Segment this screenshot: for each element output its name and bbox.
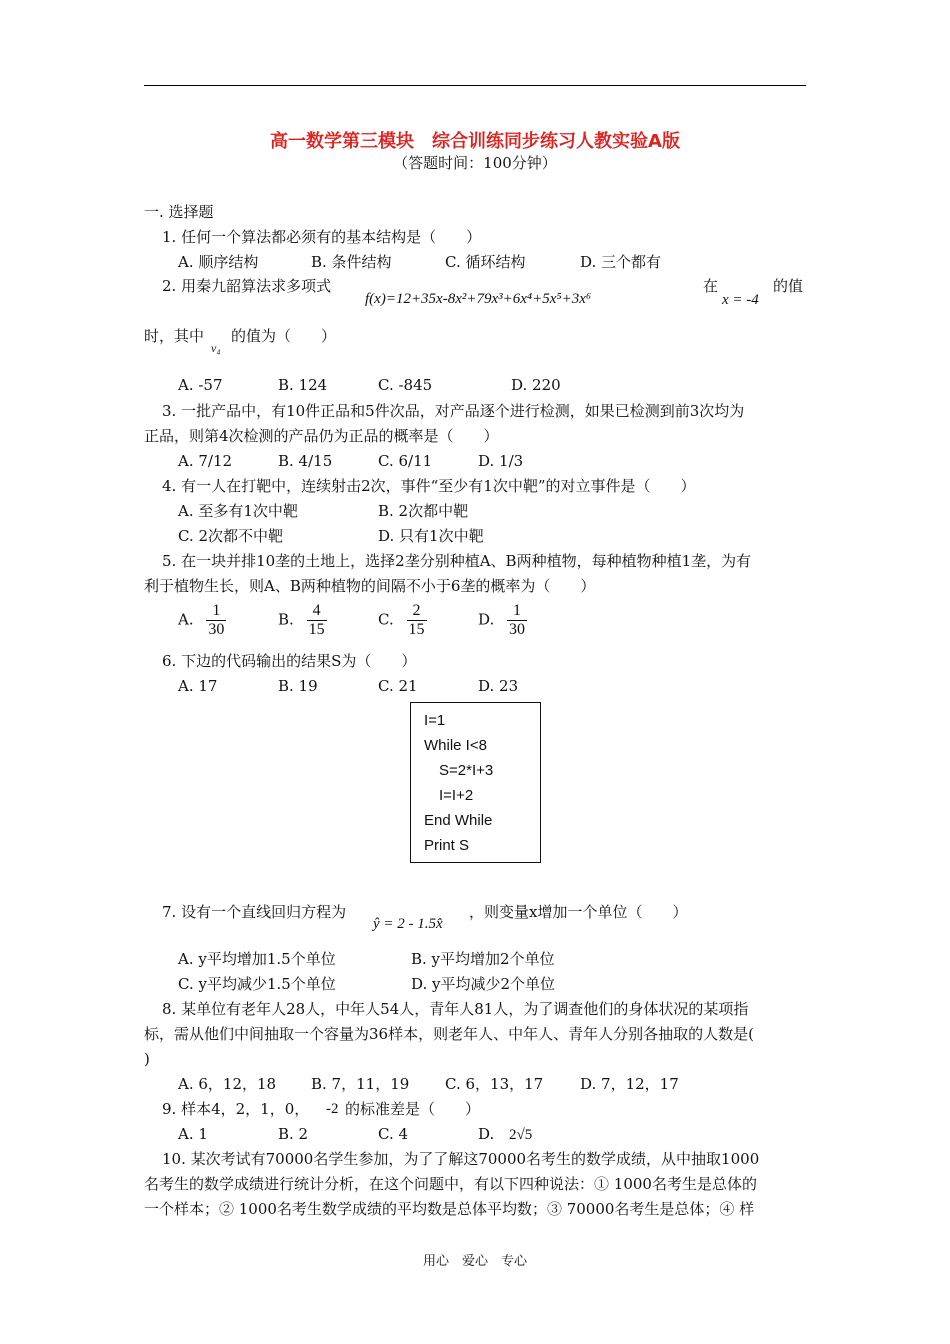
q2-v4: v₄ bbox=[211, 341, 221, 355]
q5-line2: 利于植物生长，则A、B两种植物的间隔不小于6垄的概率为（ ） bbox=[144, 577, 596, 595]
q8-option-a: A. 6，12，18 bbox=[178, 1075, 277, 1093]
q6-option-d: D. 23 bbox=[478, 677, 519, 695]
q3-line2: 正品，则第4次检测的产品仍为正品的概率是（ ） bbox=[144, 427, 499, 445]
q5-b-label: B. bbox=[278, 610, 294, 629]
q5-d-num: 1 bbox=[513, 602, 522, 619]
q5-b-num: 4 bbox=[312, 602, 321, 619]
q2-option-c: C. -845 bbox=[378, 376, 433, 394]
q3-line1: 3. 一批产品中，有10件正品和5件次品，对产品逐个进行检测，如果已检测到前3次均为 bbox=[162, 402, 745, 420]
q5-option-b bbox=[278, 602, 327, 639]
q2-option-b: B. 124 bbox=[278, 376, 328, 394]
q5-option-d bbox=[478, 602, 527, 639]
code-line-5: End While bbox=[424, 812, 493, 829]
q5-b-fraction bbox=[307, 602, 327, 639]
q6-option-c: C. 21 bbox=[378, 677, 418, 695]
page-title: 高一数学第三模块 综合训练同步练习人教实验A版 bbox=[270, 131, 680, 152]
q7-stem-end: ，则变量x增加一个单位（ ） bbox=[469, 903, 688, 921]
q2-condition: x = -4 bbox=[722, 292, 759, 308]
q2-mid: 在 bbox=[703, 277, 719, 295]
q5-d-den: 30 bbox=[509, 621, 526, 638]
q4-stem: 4. 有一人在打靶中，连续射击2次，事件“至少有1次中靶”的对立事件是（ ） bbox=[162, 477, 696, 495]
q7-option-a: A. y平均增加1.5个单位 bbox=[178, 950, 336, 968]
q1-option-a: A. 顺序结构 bbox=[178, 253, 259, 271]
q2-option-a: A. -57 bbox=[178, 376, 223, 394]
q3-option-d: D. 1/3 bbox=[478, 452, 524, 470]
q5-d-fraction bbox=[507, 602, 527, 639]
q3-option-a: A. 7/12 bbox=[178, 452, 233, 470]
q4-option-c: C. 2次都不中靶 bbox=[178, 527, 284, 545]
q2-stem-end: 的值 bbox=[773, 277, 804, 295]
q8-line2: 标，需从他们中间抽取一个容量为36样本，则老年人、中年人、青年人分别各抽取的人数是( bbox=[144, 1025, 754, 1043]
q1-stem: 1. 任何一个算法都必须有的基本结构是（ ） bbox=[162, 228, 482, 246]
q1-option-b: B. 条件结构 bbox=[311, 253, 392, 271]
q9-option-c: C. 4 bbox=[378, 1125, 409, 1143]
q5-a-label: A. bbox=[178, 610, 194, 629]
q2-line2-start: 时，其中 bbox=[144, 327, 205, 345]
q5-c-den: 15 bbox=[408, 621, 425, 638]
q2-polynomial: f(x)=12+35x-8x²+79x³+6x⁴+5x⁵+3x⁶ bbox=[365, 291, 592, 307]
q6-stem: 6. 下边的代码输出的结果S为（ ） bbox=[162, 652, 417, 670]
q9-option-a: A. 1 bbox=[178, 1125, 208, 1143]
q1-option-c: C. 循环结构 bbox=[445, 253, 526, 271]
q1-option-d: D. 三个都有 bbox=[580, 253, 662, 271]
q8-option-b: B. 7，11，19 bbox=[311, 1075, 410, 1093]
q7-option-d: D. y平均减少2个单位 bbox=[411, 975, 556, 993]
q2-line2-end: 的值为（ ） bbox=[231, 327, 337, 345]
q9-d-value: 2√5 bbox=[509, 1127, 533, 1143]
q10-line1: 10. 某次考试有70000名学生参加，为了了解这70000名考生的数学成绩，从中抽取1000 bbox=[162, 1150, 760, 1168]
q9-d-label: D. bbox=[478, 1125, 495, 1143]
q8-line3: ) bbox=[144, 1050, 150, 1068]
q9-option-b: B. 2 bbox=[278, 1125, 309, 1143]
q5-option-c bbox=[378, 602, 427, 639]
q5-d-label: D. bbox=[478, 610, 495, 629]
q5-b-den: 15 bbox=[308, 621, 325, 638]
q7-option-b: B. y平均增加2个单位 bbox=[411, 950, 555, 968]
page-subtitle: （答题时间：100分钟） bbox=[393, 154, 557, 172]
q6-option-a: A. 17 bbox=[178, 677, 218, 695]
q10-line2: 名考生的数学成绩进行统计分析，在这个问题中，有以下四种说法：① 1000名考生是总体的 bbox=[144, 1175, 757, 1193]
q4-option-b: B. 2次都中靶 bbox=[378, 502, 469, 520]
q5-option-a bbox=[178, 602, 226, 639]
q3-option-b: B. 4/15 bbox=[278, 452, 333, 470]
code-box bbox=[410, 702, 541, 863]
q2-option-d: D. 220 bbox=[511, 376, 561, 394]
q5-line1: 5. 在一块并排10垄的土地上，选择2垄分别种植A、B两种植物，每种植物种植1垄，为有 bbox=[162, 552, 752, 570]
q7-equation: ŷ = 2 - 1.5x̂ bbox=[373, 916, 443, 932]
q5-a-fraction bbox=[206, 602, 226, 639]
q7-stem-start: 7. 设有一个直线回归方程为 bbox=[162, 903, 347, 921]
q2-stem-start: 2. 用秦九韶算法求多项式 bbox=[162, 277, 332, 295]
header-rule bbox=[144, 85, 806, 86]
q5-c-num: 2 bbox=[412, 602, 421, 619]
q9-neg2: -2 bbox=[326, 1101, 339, 1117]
code-line-2: While I<8 bbox=[424, 737, 487, 754]
code-line-4: I=I+2 bbox=[439, 787, 474, 804]
page-footer: 用心 爱心 专心 bbox=[422, 1254, 527, 1269]
code-line-3: S=2*I+3 bbox=[439, 762, 494, 779]
q5-c-label: C. bbox=[378, 610, 394, 629]
q8-option-c: C. 6，13，17 bbox=[445, 1075, 544, 1093]
q7-option-c: C. y平均减少1.5个单位 bbox=[178, 975, 336, 993]
q6-option-b: B. 19 bbox=[278, 677, 318, 695]
q4-option-a: A. 至多有1次中靶 bbox=[178, 502, 298, 520]
q5-a-den: 30 bbox=[208, 621, 225, 638]
code-line-1: I=1 bbox=[424, 712, 446, 729]
q9-stem-start: 9. 样本4，2，1，0， bbox=[162, 1100, 310, 1118]
q9-stem-end: 的标准差是（ ） bbox=[345, 1100, 481, 1118]
q5-a-num: 1 bbox=[212, 602, 221, 619]
q5-c-fraction bbox=[407, 602, 427, 639]
section-heading: 一. 选择题 bbox=[144, 203, 214, 221]
q10-line3: 一个样本；② 1000名考生数学成绩的平均数是总体平均数；③ 70000名考生是总体；④ 样 bbox=[144, 1200, 755, 1218]
q4-option-d: D. 只有1次中靶 bbox=[378, 527, 484, 545]
q8-line1: 8. 某单位有老年人28人，中年人54人，青年人81人，为了调查他们的身体状况的某项指 bbox=[162, 1000, 749, 1018]
q9-option-d bbox=[478, 1124, 532, 1145]
q8-option-d: D. 7，12，17 bbox=[580, 1075, 679, 1093]
code-line-6: Print S bbox=[424, 837, 470, 854]
q3-option-c: C. 6/11 bbox=[378, 452, 433, 470]
